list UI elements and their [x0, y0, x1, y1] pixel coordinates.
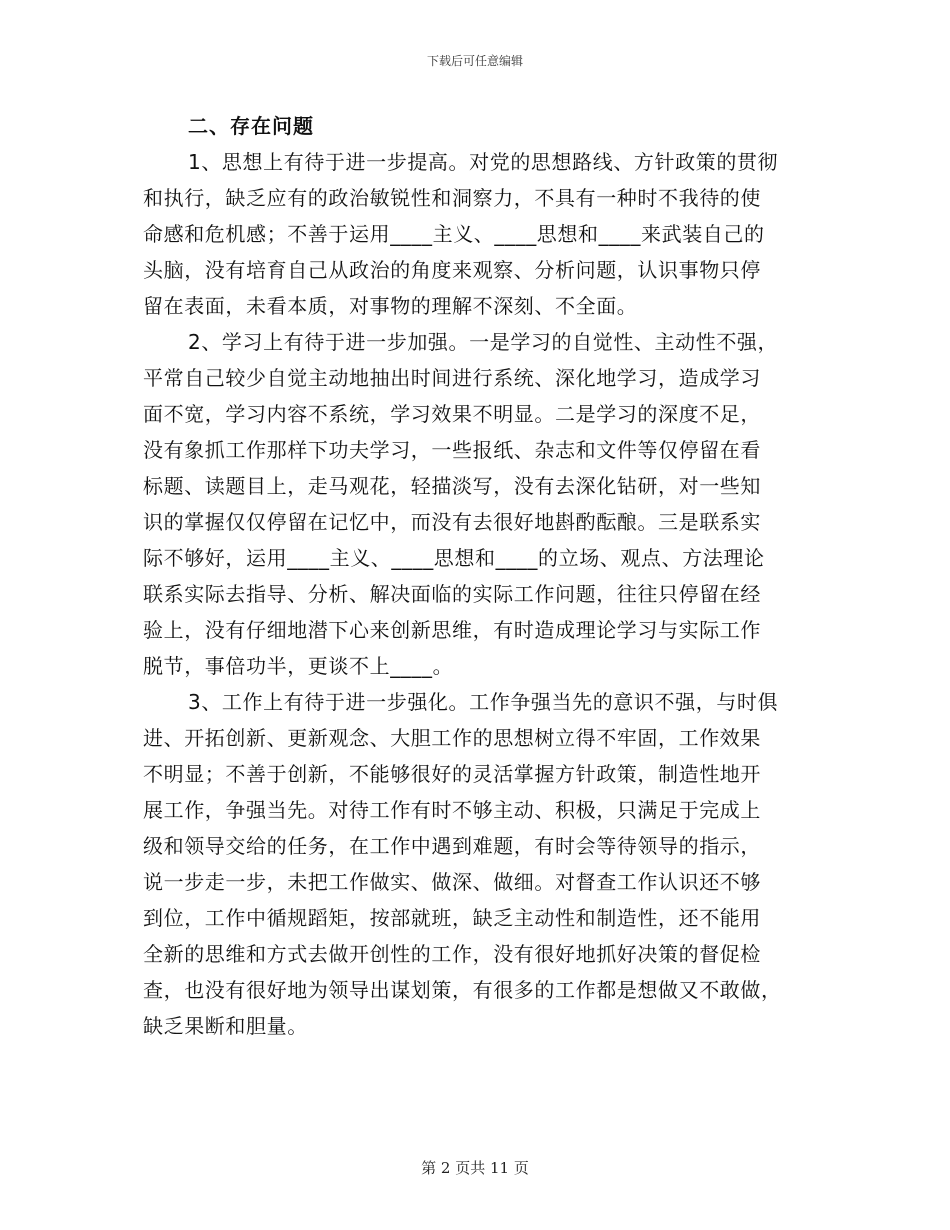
paragraph-line: 缺乏果断和胆量。 — [143, 1014, 308, 1038]
page-header: 下载后可任意编辑 — [426, 54, 523, 68]
paragraph-line: 验上，没有仔细地潜下心来创新思维，有时造成理论学习与实际工作 — [143, 618, 761, 642]
paragraph-line: 标题、读题目上，走马观花，轻描淡写，没有去深化钻研，对一些知 — [143, 474, 761, 498]
section-heading: 二、存在问题 — [188, 114, 314, 138]
paragraph — [143, 324, 805, 684]
paragraph-line: 级和领导交给的任务，在工作中遇到难题，有时会等待领导的指示， — [143, 834, 761, 858]
paragraph-line: 3、工作上有待于进一步强化。工作争强当先的意识不强，与时俱 — [188, 690, 779, 714]
paragraph-line: 际不够好，运用____主义、____思想和____的立场、观点、方法理论 — [143, 546, 765, 570]
paragraph-line: 到位，工作中循规蹈矩，按部就班，缺乏主动性和制造性，还不能用 — [143, 906, 761, 930]
paragraph-line: 识的掌握仅仅停留在记忆中，而没有去很好地斟酌酝酿。三是联系实 — [143, 510, 761, 534]
paragraph — [143, 144, 805, 324]
paragraph-line: 脱节，事倍功半，更谈不上____。 — [143, 654, 454, 678]
paragraph-line: 和执行，缺乏应有的政治敏锐性和洞察力，不具有一种时不我待的使 — [143, 186, 761, 210]
paragraph-line: 2、学习上有待于进一步加强。一是学习的自觉性、主动性不强， — [188, 330, 779, 354]
paragraph-line: 说一步走一步，未把工作做实、做深、做细。对督查工作认识还不够 — [143, 870, 761, 894]
paragraph-list — [143, 144, 805, 1044]
paragraph-line: 展工作，争强当先。对待工作有时不够主动、积极，只满足于完成上 — [143, 798, 761, 822]
paragraph-line: 联系实际去指导、分析、解决面临的实际工作问题，往往只停留在经 — [143, 582, 761, 606]
document-body — [143, 108, 805, 1044]
paragraph-line: 全新的思维和方式去做开创性的工作，没有很好地抓好决策的督促检 — [143, 942, 761, 966]
paragraph-line: 命感和危机感；不善于运用____主义、____思想和____来武装自己的 — [143, 222, 765, 246]
paragraph-line: 查，也没有很好地为领导出谋划策，有很多的工作都是想做又不敢做， — [143, 978, 782, 1002]
paragraph-line: 没有象抓工作那样下功夫学习，一些报纸、杂志和文件等仅停留在看 — [143, 438, 761, 462]
page-footer: 第 2 页共 11 页 — [421, 1159, 529, 1177]
paragraph-line: 留在表面，未看本质，对事物的理解不深刻、不全面。 — [143, 294, 638, 318]
paragraph-line: 平常自己较少自觉主动地抽出时间进行系统、深化地学习，造成学习 — [143, 366, 761, 390]
paragraph-line: 头脑，没有培育自己从政治的角度来观察、分析问题，认识事物只停 — [143, 258, 761, 282]
paragraph-line: 面不宽，学习内容不系统，学习效果不明显。二是学习的深度不足， — [143, 402, 761, 426]
paragraph-line: 进、开拓创新、更新观念、大胆工作的思想树立得不牢固，工作效果 — [143, 726, 761, 750]
paragraph — [143, 684, 805, 1044]
paragraph-line: 1、思想上有待于进一步提高。对党的思想路线、方针政策的贯彻 — [188, 150, 779, 174]
paragraph-line: 不明显；不善于创新，不能够很好的灵活掌握方针政策，制造性地开 — [143, 762, 761, 786]
